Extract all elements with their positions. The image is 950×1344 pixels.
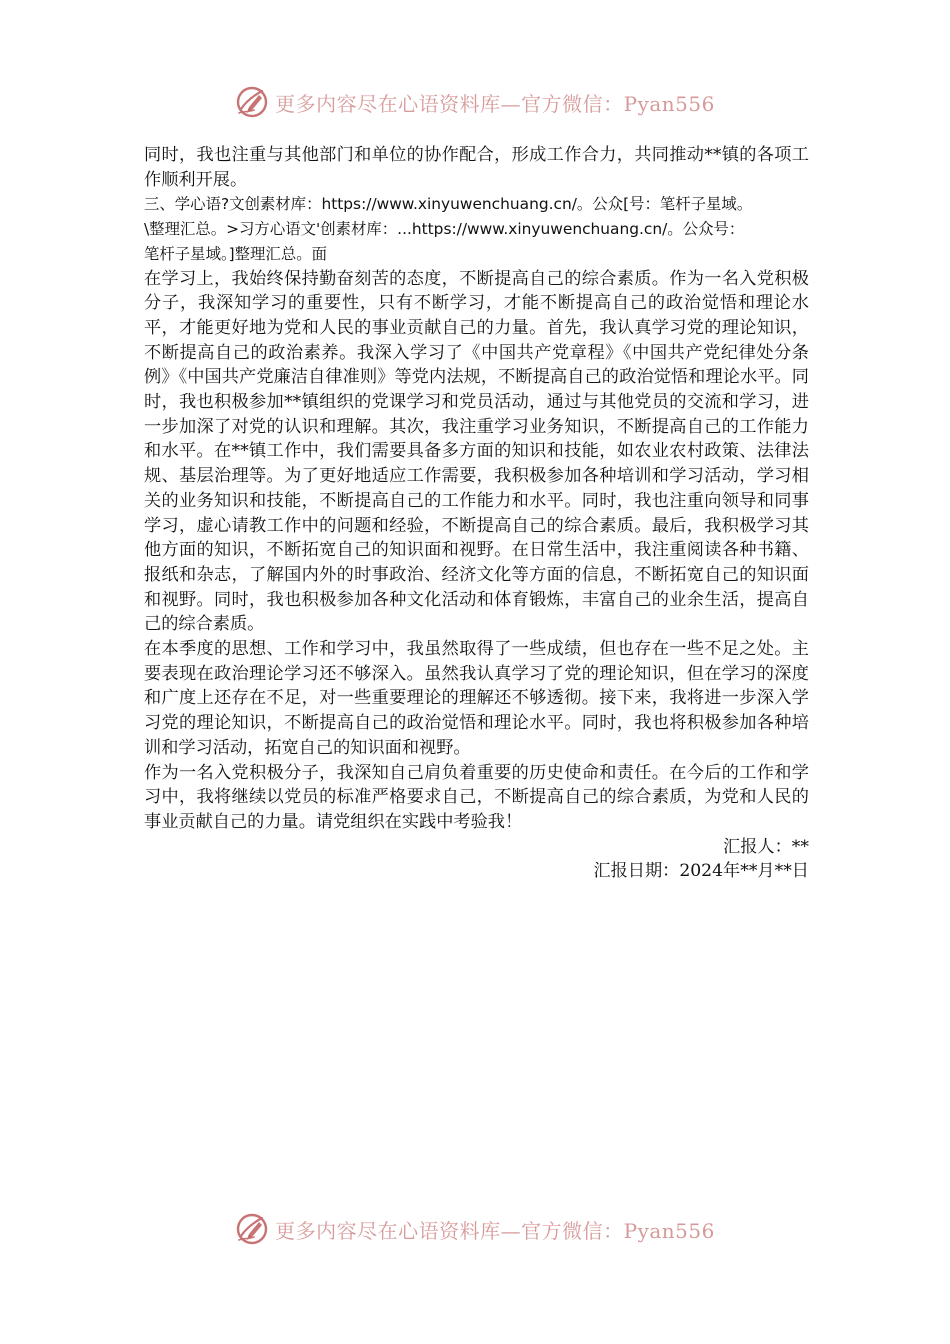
footer-banner-text: 更多内容尽在心语资料库—官方微信：Pyan556 — [275, 1218, 715, 1243]
section-heading-line-3: 笔杆子星域。]整理汇总。面 — [144, 244, 327, 263]
document-body — [144, 143, 809, 884]
pen-circle-icon — [235, 85, 269, 119]
paragraph-shortcoming: 在本季度的思想、工作和学习中，我虽然取得了一些成绩，但也存在一些不足之处。主要表现在政治理论学习还不够深入。虽然我认真学习了党的理论知识，但在学习的深度和广度上还存在不足，对一些重要理论的理解还不够透彻。接下来，我将进一步深入学习党的理论知识，不断提高自己的政治觉悟和理论水平。同时，我也将积极参加各种培训和学习活动，拓宽自己的知识面和视野。 — [144, 639, 809, 758]
pen-circle-icon — [235, 1212, 269, 1246]
report-date: 汇报日期：2024年**月**日 — [593, 861, 809, 882]
header-banner-text: 更多内容尽在心语资料库—官方微信：Pyan556 — [275, 91, 715, 116]
paragraph-study: 在学习上，我始终保持勤奋刻苦的态度，不断提高自己的综合素质。作为一名入党积极分子，我深知学习的重要性，只有不断学习，才能不断提高自己的政治觉悟和理论水平，才能更好地为党和人民的事业贡献自己的力量。首先，我认真学习党的理论知识，不断提高自己的政治素养。我深入学习了《中国共产党章程》《中国共产党纪律处分条例》《中国共产党廉洁自律准则》等党内法规，不断提高自己的政治觉悟和理论水平。同时，我也积极参加**镇组织的党课学习和党员活动，通过与其他党员的交流和学习，进一步加深了对党的认识和理解。其次，我注重学习业务知识，不断提高自己的工作能力和水平。在**镇工作中，我们需要具备多方面的知识和技能，如农业农村政策、法律法规、基层治理等。为了更好地适应工作需要，我积极参加各种培训和学习活动，学习相关的业务知识和技能，不断提高自己的工作能力和水平。同时，我也注重向领导和同事学习，虚心请教工作中的问题和经验，不断提高自己的综合素质。最后，我积极学习其他方面的知识，不断拓宽自己的知识面和视野。在日常生活中，我注重阅读各种书籍、报纸和杂志，了解国内外的时事政治、经济文化等方面的信息，不断拓宽自己的知识面和视野。同时，我也积极参加各种文化活动和体育锻炼，丰富自己的业余生活，提高自己的综合素质。 — [144, 268, 809, 635]
header-banner — [0, 82, 950, 122]
paragraph-closing: 作为一名入党积极分子，我深知自己肩负着重要的历史使命和责任。在今后的工作和学习中，我将继续以党员的标准严格要求自己，不断提高自己的综合素质，为党和人民的事业贡献自己的力量。请党组织在实践中考验我！ — [144, 762, 809, 832]
section-heading-line-1: 三、学心语?文创素材库：https://www.xinyuwenchuang.cn/。公众[号：笔杆子星域。 — [144, 195, 753, 214]
footer-banner — [0, 1209, 950, 1249]
section-heading-line-2: \整理汇总。>习方心语文'创素材库：...https://www.xinyuwenchuang.cn/。公众号： — [144, 220, 745, 239]
paragraph-intro: 同时，我也注重与其他部门和单位的协作配合，形成工作合力，共同推动**镇的各项工作顺利开展。 — [144, 145, 809, 190]
reporter-signature: 汇报人：** — [723, 836, 809, 857]
